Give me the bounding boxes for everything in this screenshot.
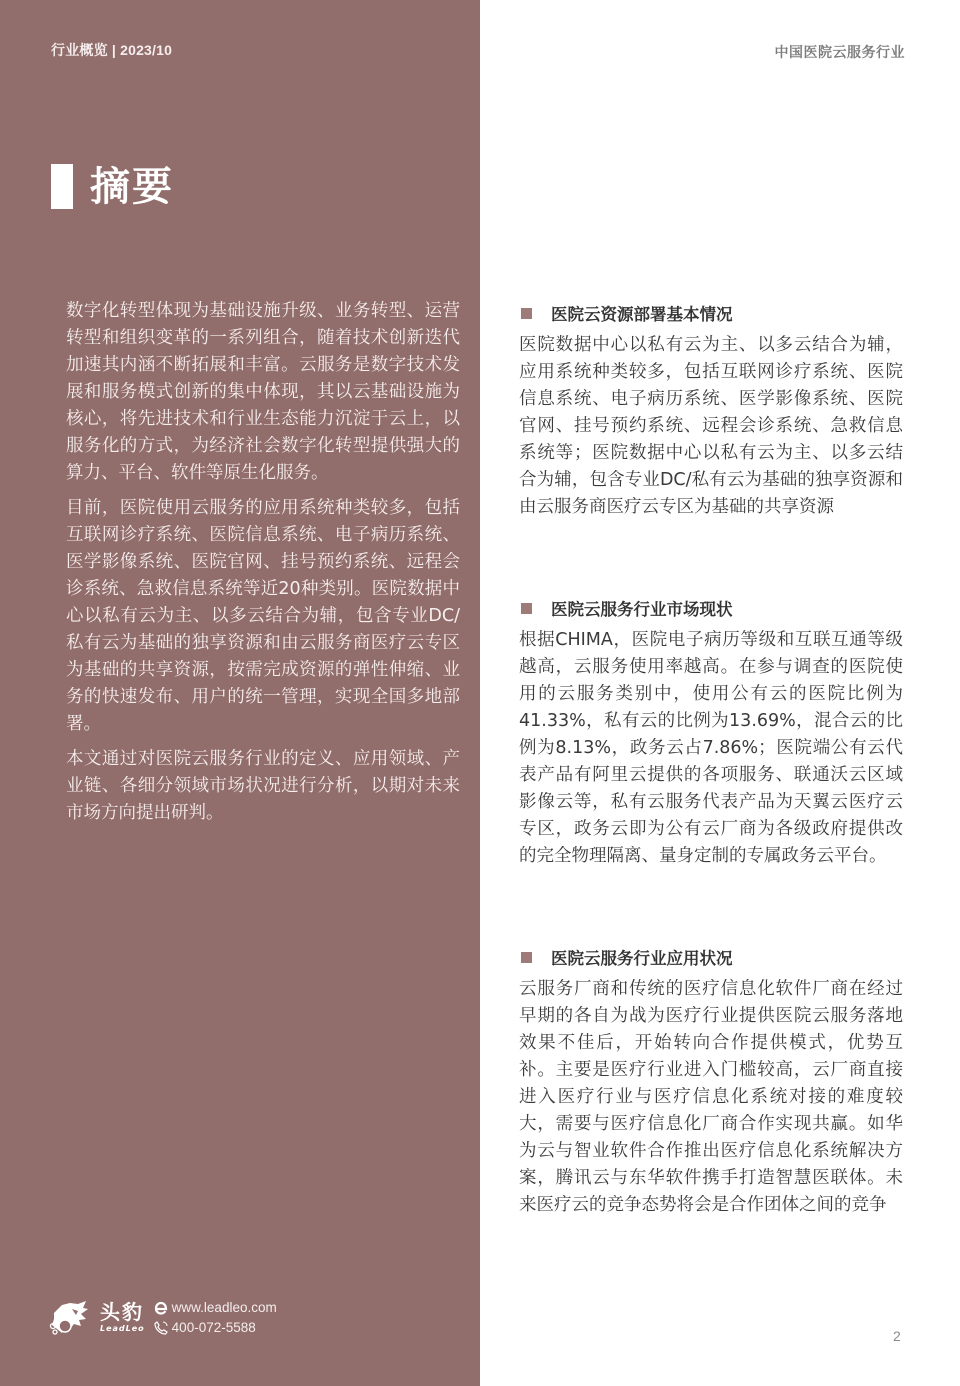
section-heading bbox=[519, 944, 903, 970]
leopard-logo-icon bbox=[48, 1299, 92, 1337]
section-cloud-deployment bbox=[519, 300, 903, 521]
summary-paragraph: 本文通过对医院云服务行业的定义、应用领域、产业链、各细分领域市场状况进行分析，以期对未来市场方向提出研判。 bbox=[66, 749, 460, 823]
report-industry-title: 中国医院云服务行业 bbox=[774, 45, 905, 61]
section-body: 云服务厂商和传统的医疗信息化软件厂商在经过早期的各自为战为医疗行业提供医院云服务落地效果不佳后，开始转向合作提供模式，优势互补。主要是医疗行业进入门槛较高，云厂商直接进入医疗行业与医疗信息化系统对接的难度较大，需要与医疗信息化厂商合作实现共赢。如华为云与智业软件合作推出医疗信息化系统解决方案，腾讯云与东华软件携手打造智慧医联体。未来医疗云的竞争态势将会是合作团体之间的竞争 bbox=[519, 979, 903, 1215]
section-market-status bbox=[519, 595, 903, 870]
phone-row bbox=[153, 1318, 277, 1338]
summary-paragraph: 数字化转型体现为基础设施升级、业务转型、运营转型和组织变革的一系列组合，随着技术创新迭代加速其内涵不断拓展和丰富。云服务是数字技术发展和服务模式创新的集中体现，其以云基础设施为核心，将先进技术和行业生态能力沉淀于云上，以服务化的方式，为经济社会数字化转型提供强大的算力、平台、软件等原生化服务。 bbox=[66, 301, 460, 483]
section-body: 医院数据中心以私有云为主、以多云结合为辅，应用系统种类较多，包括互联网诊疗系统、医院信息系统、电子病历系统、医学影像系统、医院官网、挂号预约系统、远程会诊系统、急救信息系统等；医院数据中心以私有云为主、以多云结合为辅，包含专业DC/私有云为基础的独享资源和由云服务商医疗云专区为基础的共享资源 bbox=[519, 335, 903, 517]
section-title: 医院云服务行业市场现状 bbox=[551, 600, 733, 619]
report-type-date: 行业概览 | 2023/10 bbox=[51, 42, 173, 58]
summary-text bbox=[66, 298, 460, 835]
phone-icon bbox=[153, 1320, 169, 1336]
section-heading bbox=[519, 595, 903, 621]
brand-wordmark bbox=[100, 1301, 145, 1335]
contact-info bbox=[153, 1298, 277, 1338]
page-title-block bbox=[51, 155, 174, 212]
page-number: 2 bbox=[893, 1328, 901, 1344]
square-bullet-icon bbox=[521, 603, 532, 614]
section-heading bbox=[519, 300, 903, 326]
phone-number: 400-072-5588 bbox=[171, 1320, 256, 1335]
brand-name-cn: 头豹 bbox=[100, 1300, 144, 1324]
page-title: 摘要 bbox=[90, 164, 174, 210]
website-row bbox=[153, 1298, 277, 1318]
website-link[interactable]: www.leadleo.com bbox=[171, 1300, 277, 1315]
footer-brand bbox=[48, 1298, 277, 1338]
summary-paragraph: 目前，医院使用云服务的应用系统种类较多，包括互联网诊疗系统、医院信息系统、电子病历系统、医学影像系统、医院官网、挂号预约系统、远程会诊系统、急救信息系统等近20种类别。医院数据中心以私有云为主、以多云结合为辅，包含专业DC/私有云为基础的独享资源和由云服务商医疗云专区为基础的共享资源，按需完成资源的弹性伸缩、业务的快速发布、用户的统一管理，实现全国多地部署。 bbox=[66, 498, 460, 734]
section-title: 医院云资源部署基本情况 bbox=[551, 305, 733, 324]
brand-name-en: LeadLeo bbox=[100, 1324, 145, 1333]
browser-e-icon bbox=[153, 1300, 169, 1316]
section-body: 根据CHIMA，医院电子病历等级和互联互通等级越高，云服务使用率越高。在参与调查的医院使用的云服务类别中，使用公有云的医院比例为41.33%，私有云的比例为13.69%，混合云的比例为8.13%，政务云占7.86%；医院端公有云代表产品有阿里云提供的各项服务、联通沃云区域影像云等，私有云服务代表产品为天翼云医疗云专区，政务云即为公有云厂商为各级政府提供改的完全物理隔离、量身定制的专属政务云平台。 bbox=[519, 630, 903, 866]
section-title: 医院云服务行业应用状况 bbox=[551, 949, 733, 968]
section-application-status bbox=[519, 944, 903, 1219]
square-bullet-icon bbox=[521, 308, 532, 319]
title-accent-bar bbox=[51, 164, 73, 209]
square-bullet-icon bbox=[521, 952, 532, 963]
